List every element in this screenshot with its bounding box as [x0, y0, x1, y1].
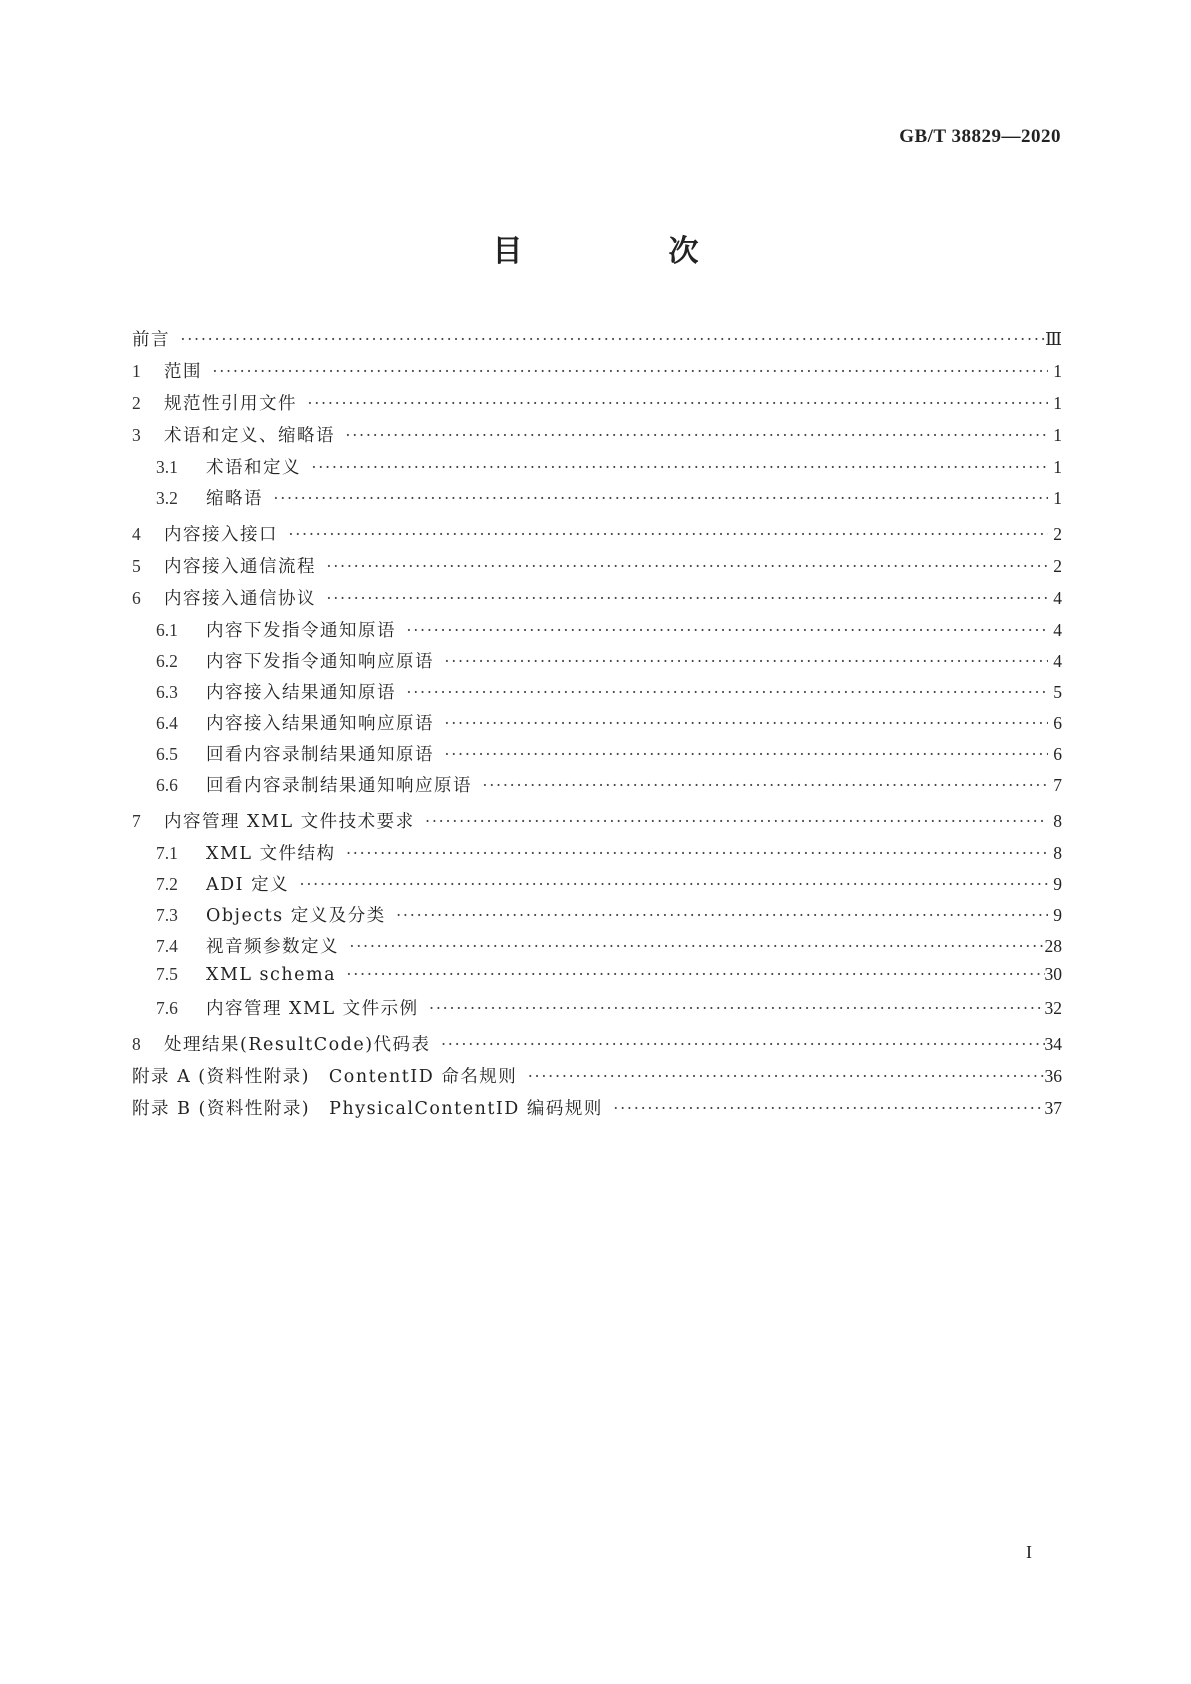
toc-entry-page: 9 [1053, 874, 1062, 894]
toc-entry-page: 30 [1044, 964, 1062, 984]
toc-entry-number: 6.2 [156, 651, 178, 671]
toc-entry-page: 1 [1053, 488, 1062, 508]
toc-leader-dots [386, 905, 1048, 926]
toc-entry-page: 2 [1053, 556, 1062, 576]
toc-entry[interactable] [132, 1063, 1062, 1095]
toc-leader-dots [278, 524, 1048, 545]
toc-entry-number: 3.2 [156, 488, 178, 508]
toc-entry-number: 6.4 [156, 713, 178, 733]
toc-entry-number: 7 [132, 811, 141, 831]
toc-entry-title: XML 文件结构 [206, 844, 336, 864]
toc-entry[interactable] [132, 679, 1062, 710]
toc-entry-title: 内容接入接口 [164, 525, 278, 545]
toc-entry-title: 内容下发指令通知原语 [206, 621, 396, 641]
toc-entry-title: 前言 [132, 330, 170, 350]
toc-entry-title: 回看内容录制结果通知响应原语 [206, 776, 472, 796]
table-of-contents [132, 326, 1062, 1127]
toc-entry-number: 6.3 [156, 682, 178, 702]
toc-entry[interactable] [132, 1031, 1062, 1063]
toc-entry-number: 3.1 [156, 457, 178, 477]
toc-entry-page: 32 [1044, 998, 1062, 1018]
toc-entry-title: 回看内容录制结果通知原语 [206, 745, 434, 765]
toc-entry-title: 内容下发指令通知响应原语 [206, 652, 434, 672]
toc-leader-dots [202, 361, 1048, 382]
toc-entry[interactable] [132, 808, 1062, 840]
page-title: 目 次 [492, 234, 757, 269]
toc-leader-dots [434, 651, 1048, 672]
toc-entry-number: 6.1 [156, 620, 178, 640]
toc-entry-page: 4 [1053, 588, 1062, 608]
toc-entry-title: 附录 B (资料性附录) PhysicalContentID 编码规则 [132, 1099, 603, 1119]
toc-entry-number: 3 [132, 425, 141, 445]
toc-leader-dots [336, 843, 1048, 864]
toc-entry-title: 术语和定义 [206, 458, 301, 478]
toc-leader-dots [434, 713, 1048, 734]
toc-leader-dots [396, 682, 1048, 703]
toc-entry[interactable] [132, 933, 1062, 964]
toc-entry-title: 内容接入通信协议 [164, 589, 316, 609]
toc-entry-page: 4 [1053, 620, 1062, 640]
toc-entry-title: Objects 定义及分类 [206, 906, 386, 926]
toc-entry-page: 1 [1053, 393, 1062, 413]
toc-entry-page: 8 [1053, 811, 1062, 831]
toc-entry-number: 5 [132, 556, 141, 576]
toc-entry[interactable] [132, 902, 1062, 933]
toc-entry-title: 规范性引用文件 [164, 394, 297, 414]
toc-entry[interactable] [132, 871, 1062, 902]
toc-entry-number: 6.6 [156, 775, 178, 795]
standard-number-header: GB/T 38829—2020 [899, 126, 1061, 147]
toc-leader-dots [415, 811, 1048, 832]
toc-leader-dots [170, 329, 1045, 350]
toc-entry-page: 36 [1044, 1066, 1062, 1086]
toc-leader-dots [517, 1066, 1044, 1087]
toc-entry-page: 1 [1053, 361, 1062, 381]
toc-leader-dots [289, 874, 1048, 895]
toc-entry-number: 1 [132, 361, 141, 381]
toc-leader-dots [316, 588, 1048, 609]
toc-entry[interactable] [132, 521, 1062, 553]
toc-entry-title: 内容管理 XML 文件示例 [206, 999, 419, 1019]
toc-entry-page: 9 [1053, 905, 1062, 925]
toc-entry-title: 内容接入结果通知原语 [206, 683, 396, 703]
toc-entry-number: 7.3 [156, 905, 178, 925]
toc-entry[interactable] [132, 326, 1062, 358]
toc-entry[interactable] [132, 422, 1062, 454]
toc-entry[interactable] [132, 454, 1062, 485]
toc-entry-page: 6 [1053, 744, 1062, 764]
toc-leader-dots [339, 936, 1045, 957]
toc-entry-page: 5 [1053, 682, 1062, 702]
toc-entry[interactable] [132, 485, 1062, 516]
toc-leader-dots [472, 775, 1048, 796]
toc-entry[interactable] [132, 772, 1062, 803]
toc-entry-number: 7.4 [156, 936, 178, 956]
toc-entry-title: 内容管理 XML 文件技术要求 [164, 812, 415, 832]
page-number: I [1026, 1542, 1032, 1562]
toc-entry[interactable] [132, 358, 1062, 390]
toc-leader-dots [301, 457, 1048, 478]
toc-leader-dots [335, 425, 1048, 446]
toc-entry-title: ADI 定义 [206, 875, 290, 895]
toc-entry-page: 37 [1044, 1098, 1062, 1118]
toc-entry[interactable] [132, 995, 1062, 1026]
toc-entry-page: Ⅲ [1045, 329, 1062, 349]
toc-entry-title: 内容接入通信流程 [164, 557, 316, 577]
toc-entry[interactable] [132, 585, 1062, 617]
toc-entry[interactable] [132, 840, 1062, 871]
toc-entry-number: 8 [132, 1034, 141, 1054]
toc-entry-title: 范围 [164, 362, 202, 382]
toc-leader-dots [603, 1098, 1045, 1119]
toc-entry[interactable] [132, 964, 1062, 995]
toc-entry[interactable] [132, 741, 1062, 772]
toc-leader-dots [316, 556, 1048, 577]
toc-entry-title: 缩略语 [206, 489, 263, 509]
toc-entry[interactable] [132, 617, 1062, 648]
toc-leader-dots [434, 744, 1048, 765]
toc-entry-number: 6.5 [156, 744, 178, 764]
toc-entry-page: 6 [1053, 713, 1062, 733]
toc-entry-title: 处理结果(ResultCode)代码表 [164, 1035, 431, 1055]
toc-entry-number: 7.1 [156, 843, 178, 863]
toc-entry-title: 术语和定义、缩略语 [164, 426, 335, 446]
toc-entry-title: 视音频参数定义 [206, 937, 339, 957]
toc-entry-page: 8 [1053, 843, 1062, 863]
toc-entry-title: XML schema [206, 965, 336, 985]
toc-leader-dots [419, 998, 1045, 1019]
toc-entry-number: 4 [132, 524, 141, 544]
toc-entry[interactable] [132, 553, 1062, 585]
toc-entry-page: 1 [1053, 425, 1062, 445]
toc-entry-number: 6 [132, 588, 141, 608]
toc-leader-dots [297, 393, 1048, 414]
toc-entry-page: 1 [1053, 457, 1062, 477]
toc-entry-number: 7.6 [156, 998, 178, 1018]
toc-entry-number: 7.2 [156, 874, 178, 894]
toc-entry-number: 2 [132, 393, 141, 413]
toc-entry-number: 7.5 [156, 964, 178, 984]
toc-leader-dots [396, 620, 1048, 641]
toc-entry[interactable] [132, 648, 1062, 679]
toc-entry[interactable] [132, 1095, 1062, 1127]
toc-entry-title: 附录 A (资料性附录) ContentID 命名规则 [132, 1067, 518, 1087]
toc-entry-page: 7 [1053, 775, 1062, 795]
toc-entry-page: 2 [1053, 524, 1062, 544]
toc-leader-dots [336, 964, 1045, 985]
toc-entry-page: 34 [1044, 1034, 1062, 1054]
toc-entry-page: 28 [1044, 936, 1062, 956]
toc-entry-page: 4 [1053, 651, 1062, 671]
toc-entry-title: 内容接入结果通知响应原语 [206, 714, 434, 734]
toc-entry[interactable] [132, 710, 1062, 741]
toc-leader-dots [431, 1034, 1045, 1055]
toc-entry[interactable] [132, 390, 1062, 422]
toc-leader-dots [263, 488, 1048, 509]
